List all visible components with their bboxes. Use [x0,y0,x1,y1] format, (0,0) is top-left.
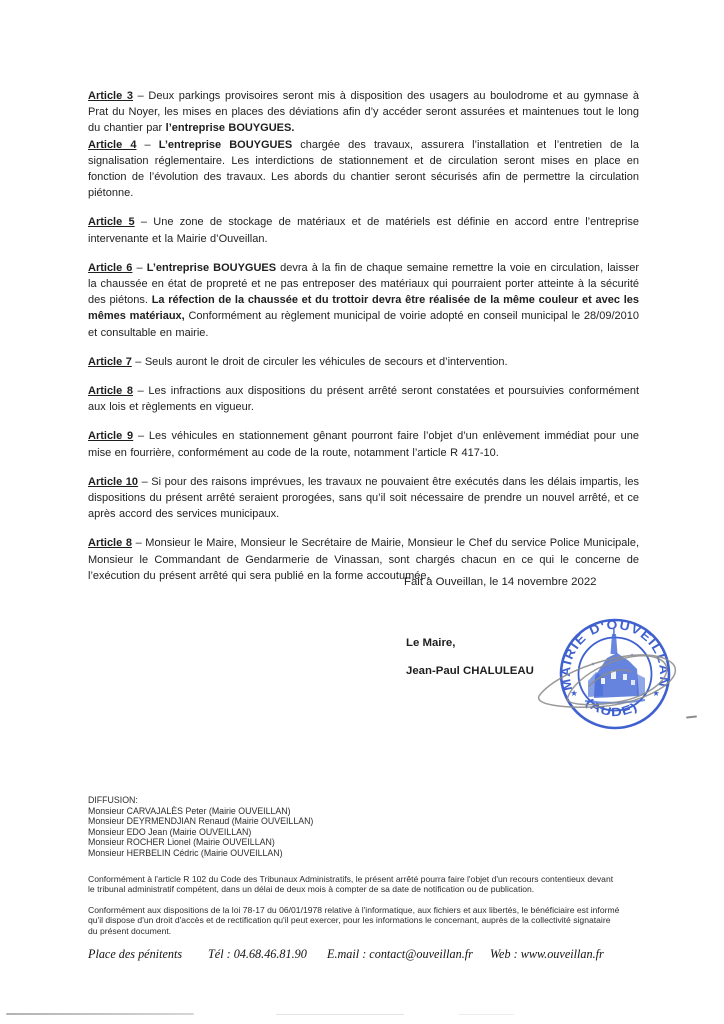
text-run: – Une zone de stockage de matériaux et de matériels est définie en accord entre l’entreprise intervenante et la Mairie d’Ouveillan. [88,216,639,245]
legal-notices [88,874,622,946]
signer-title: Le Maire, [406,637,456,649]
star-icon: ★ [570,688,578,698]
text-run: – [132,261,147,274]
text-run: – Les infractions aux dispositions du présent arrêté seront constatées et poursuivies conformément aux lois et règlements en vigueur. [88,385,640,414]
text-run: l’entreprise BOUYGUES. [165,122,295,135]
list-item: Monsieur DEYRMENDJIAN Renaud (Mairie OUVEILLAN) [88,816,314,827]
list-item: Monsieur HERBELIN Cédric (Mairie OUVEILLAN) [88,847,283,858]
legal-paragraph: Conformément aux dispositions de la loi 78-17 du 06/01/1978 relative à l'informatique, aux fichiers et aux libertés, le bénéficiaire est informé qu'il dispose d'un droit d'accès et de rectification qu'il peut exercer, pour les informations le concernant, auprès de la collectivité signataire du présent document. [88,904,620,936]
footer-web: Web : www.ouveillan.fr [490,947,604,961]
article-paragraph [88,474,639,523]
list-item: Monsieur EDO Jean (Mairie OUVEILLAN) [88,826,252,837]
articles-section [88,88,639,597]
diffusion-section [88,795,313,859]
text-run: – [136,138,159,151]
text-run: La réfection de la chaussée et du trottoir devra être réalisée de la même couleur et avec les mêmes matériaux, [88,294,639,323]
text-run: Article 10 [88,475,139,488]
scan-artifact-line [276,1014,404,1015]
star-icon: ★ [652,688,660,698]
text-run: Article 9 [88,430,134,443]
stamp-svg [533,608,698,743]
text-run: L’entreprise BOUYGUES [158,138,293,151]
article-paragraph [88,428,639,460]
scan-artifact-line [6,1013,194,1015]
text-run: Article 3 [88,90,133,102]
list-item: Monsieur ROCHER Lionel (Mairie OUVEILLAN) [88,837,275,848]
text-run: – Monsieur le Maire, Monsieur le Secrétaire de Mairie, Monsieur le Chef du service Police Municipale, Monsieur le Commandant de Gendarmerie de Vinassan, sont chargés chacun en ce qui le concerne de l’exécution du présent arrêté qui sera publié en la forme accoutumée. [88,537,640,582]
article-paragraph [88,260,639,341]
footer-phone: Tél : 04.68.46.81.90 [208,947,307,961]
list-item: Monsieur CARVAJALÈS Peter (Mairie OUVEILLAN) [88,805,291,816]
text-run: Article 8 [88,537,132,550]
diffusion-title: DIFFUSION: [88,795,138,805]
text-run: Article 7 [88,355,132,368]
stamp-subtitle: (AUDE) [583,695,640,720]
article-paragraph [88,354,639,370]
date-line: Fait à Ouveillan, le 14 novembre 2022 [404,576,597,588]
text-run: Article 5 [88,216,135,229]
diffusion-list [88,806,313,859]
article-paragraph [88,137,639,202]
article-paragraph [88,88,639,137]
stamp-ring-text: MAIRIE D'OUVEILLAN [558,617,672,692]
municipal-stamp [533,608,698,743]
article-paragraph [88,214,639,246]
footer-email: E.mail : contact@ouveillan.fr [327,947,473,961]
text-run: Article 8 [88,385,133,398]
text-run: – Seuls auront le droit de circuler les véhicules de secours et d’intervention. [131,355,508,368]
legal-paragraph: Conformément à l'article R 102 du Code des Tribunaux Administratifs, le présent arrêté pourra faire l'objet d'un recours contentieux devant le tribunal administratif compétent, dans un délai de deux mois à compter de sa date de notification ou de publication. [88,874,614,895]
footer [0,947,724,967]
text-run: Article 6 [88,261,133,274]
text-run: – Les véhicules en stationnement gênant pourront faire l’objet d’un enlèvement immédiat pour une mise en fourrière, conformément au code de la route, notamment l’article R 417-10. [88,430,639,459]
stamp-building-illustration [585,629,645,703]
text-run: L’entreprise BOUYGUES [146,261,277,274]
scan-artifact-line [458,1014,514,1015]
text-run: – Deux parkings provisoires seront mis à disposition des usagers au boulodrome et au gymnase à Prat du Noyer, les mises en places des déviations afin d’y accéder seront assurées et maintenues tout le long du chantier par [88,90,639,135]
text-run: Article 4 [88,138,137,151]
text-run: devra à la fin de chaque semaine remettre la voie en circulation, laisser la chaussée en état de propreté et ne pas entreposer des matériaux qui pourraient porter atteinte à la sécurité des piétons. [88,261,640,307]
text-run: – Si pour des raisons imprévues, les travaux ne pouvaient être exécutés dans les délais impartis, les dispositions du présent arrêté seraient prorogées, sans qu’il soit nécessaire de prendre un nouvel arrêté, et ce après accord des services municipaux. [88,475,639,521]
article-paragraph [88,383,639,415]
text-run: chargée des travaux, assurera l’installation et l’entretien de la signalisation réglementaire. Les interdictions de stationnement et de circulation seront mises en place en fonction de l’évolution des travaux. Les abords du chantier seront sécurisés afin de permettre la circulation piétonne. [88,138,639,200]
signer-name: Jean-Paul CHALULEAU [406,665,534,677]
text-run: Conformément au règlement municipal de voirie adopté en conseil municipal le 28/09/2010 et consultable en mairie. [88,310,639,339]
footer-address: Place des pénitents [88,947,183,961]
